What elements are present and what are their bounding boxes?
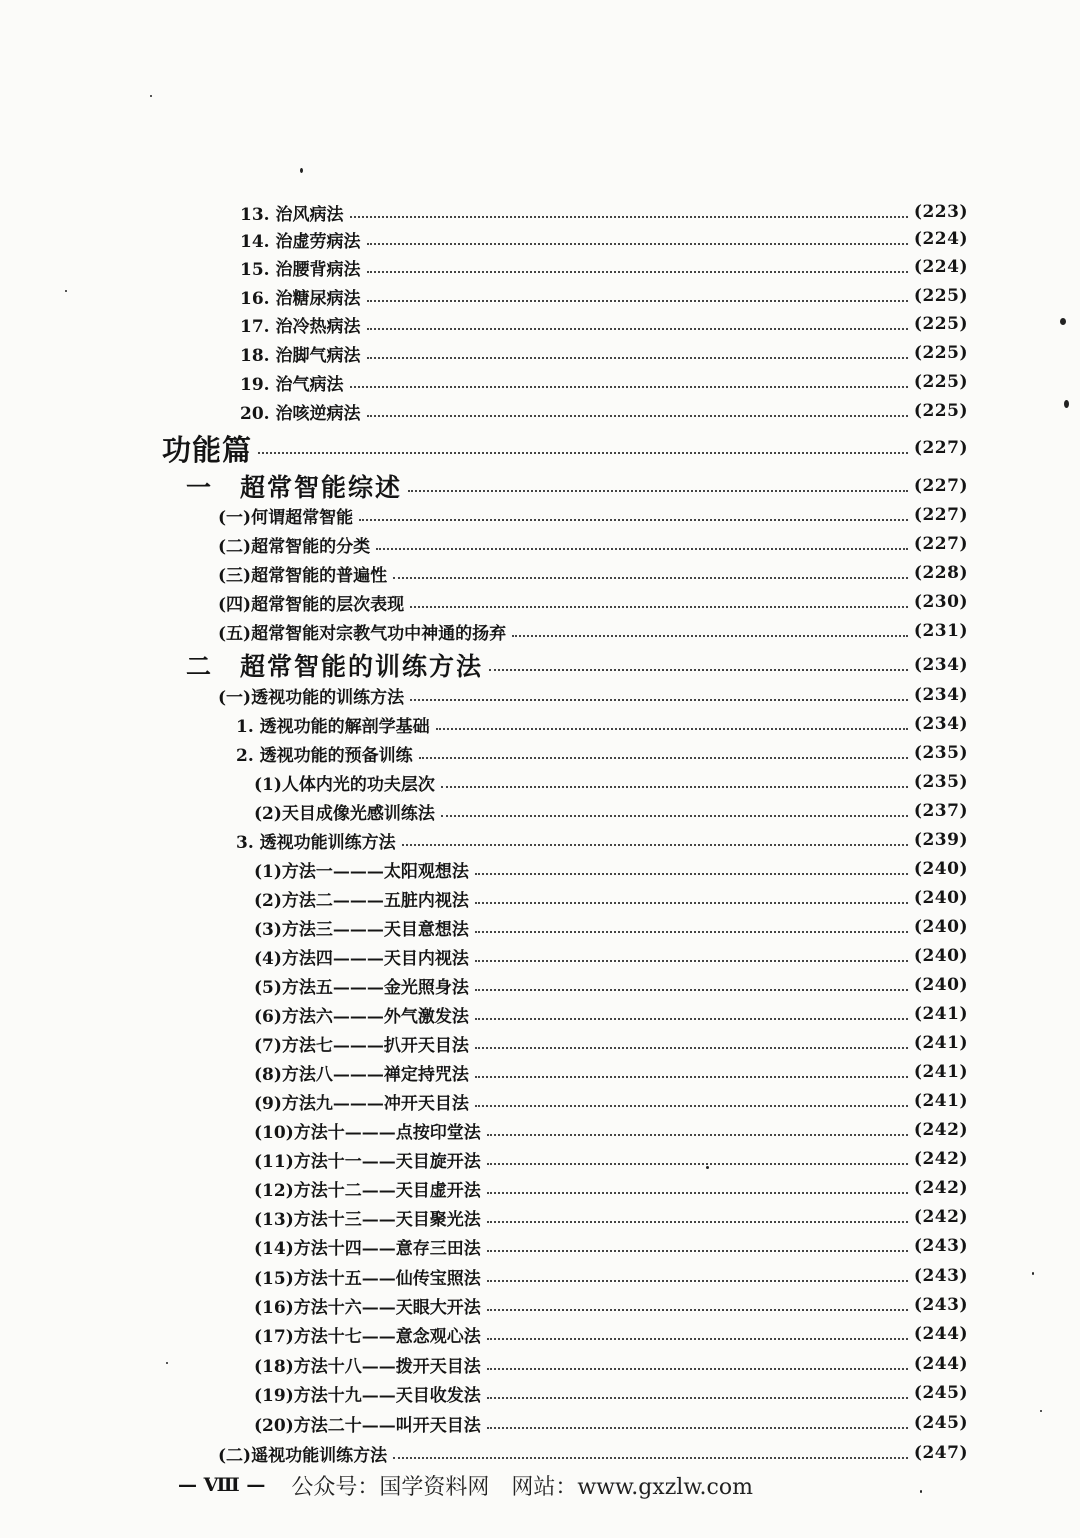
dot-leader: [367, 271, 908, 273]
toc-entry-title: [186, 468, 402, 504]
toc-entry-title: (19)方法十九——天目收发法: [254, 1385, 481, 1406]
toc-entry-title: (一)何谓超常智能: [218, 507, 354, 528]
toc-page-number: (245): [913, 1413, 968, 1433]
toc-page-number: (225): [913, 314, 968, 334]
toc-entry-title: 2. 透视功能的预备训练: [236, 745, 413, 766]
watermark-text: 公众号：国学资料网 网站：www.gxzlw.com: [291, 1474, 753, 1500]
dot-leader: [487, 1192, 908, 1194]
toc-entry: [254, 1319, 968, 1349]
toc-entry: [254, 1231, 968, 1261]
toc-entry-title: (18)方法十八——拨开天目法: [254, 1356, 481, 1377]
toc-entry: [240, 396, 968, 426]
toc-entry: [240, 252, 968, 282]
dot-leader: [487, 1368, 908, 1370]
dot-leader: [419, 757, 908, 759]
dot-leader: [475, 989, 908, 991]
toc-page-number: (234): [913, 655, 968, 675]
toc-page-number: (243): [913, 1236, 968, 1256]
chapter-title: 超常智能综述: [240, 473, 403, 502]
toc-entry: [254, 941, 968, 971]
toc-entry: [254, 970, 968, 1000]
toc-entry-title: (8)方法八———禅定持咒法: [254, 1064, 469, 1085]
toc-page-number: (230): [913, 592, 968, 612]
toc-entry: [254, 1086, 968, 1116]
toc-entry-title: (7)方法七———扒开天目法: [254, 1035, 469, 1056]
toc-entry-title: (4)方法四———天目内视法: [254, 948, 469, 969]
toc-page-number: (241): [913, 1033, 968, 1053]
toc-entry: [254, 854, 968, 884]
dot-leader: [487, 1163, 908, 1165]
dot-leader: [410, 699, 908, 701]
toc-entry-title: (20)方法二十——叫开天目法: [254, 1415, 481, 1436]
toc-entry: [218, 558, 968, 588]
toc-entry: [254, 1028, 968, 1058]
toc-entry-title: (12)方法十二——天目虚开法: [254, 1180, 481, 1201]
dot-leader: [475, 1047, 908, 1049]
toc-page-number: (225): [913, 343, 968, 363]
toc-entry-title: 20. 治咳逆病法: [240, 403, 361, 424]
toc-entry: [254, 1202, 968, 1232]
toc-page-number: (242): [913, 1207, 968, 1227]
dot-leader: [487, 1309, 908, 1311]
toc-part-heading: [162, 428, 968, 468]
toc-entry: [254, 1144, 968, 1174]
toc-entry: [254, 883, 968, 913]
toc-entry: [240, 224, 968, 254]
toc-entry-title: (15)方法十五——仙传宝照法: [254, 1268, 481, 1289]
toc-page-number: (241): [913, 1091, 968, 1111]
dot-leader: [475, 1076, 908, 1078]
toc-page-number: (231): [913, 621, 968, 641]
toc-entry: [240, 197, 968, 227]
toc-entry: [254, 1115, 968, 1145]
dot-leader: [475, 931, 908, 933]
toc-entry: [254, 912, 968, 942]
dot-leader: [487, 1427, 908, 1429]
toc-page-number: (235): [913, 743, 968, 763]
toc-page-number: (243): [913, 1266, 968, 1286]
dot-leader: [367, 328, 908, 330]
toc-entry-title: (10)方法十———点按印堂法: [254, 1122, 481, 1143]
page-footer: [178, 1468, 753, 1502]
chapter-number: 一: [186, 473, 214, 502]
toc-page-number: (244): [913, 1324, 968, 1344]
toc-page-number: (240): [913, 975, 968, 995]
toc-entry-title: 3. 透视功能训练方法: [236, 832, 396, 853]
toc-entry-title: (1)方法一———太阳观想法: [254, 861, 469, 882]
toc-page-number: (235): [913, 772, 968, 792]
toc-entry-title: (二)遥视功能训练方法: [218, 1445, 388, 1466]
page-number-marker: — Ⅷ —: [178, 1474, 266, 1496]
toc-entry: [218, 500, 968, 530]
toc-entry: [240, 367, 968, 397]
chapter-number: 二: [186, 652, 214, 681]
toc-entry-title: (5)方法五———金光照身法: [254, 977, 469, 998]
toc-page-number: (225): [913, 372, 968, 392]
dot-leader: [487, 1221, 908, 1223]
toc-entry-title: (11)方法十一——天目旋开法: [254, 1151, 481, 1172]
toc-page-number: (225): [913, 286, 968, 306]
toc-page-number: (243): [913, 1295, 968, 1315]
toc-entry: [236, 738, 968, 768]
toc-page-number: (227): [913, 534, 968, 554]
dot-leader: [410, 606, 908, 608]
toc-entry-title: 13. 治风病法: [240, 204, 344, 225]
toc-page-number: (242): [913, 1178, 968, 1198]
dot-leader: [436, 728, 908, 730]
dot-leader: [487, 1338, 908, 1340]
dot-leader: [376, 548, 908, 550]
toc-page-number: (237): [913, 801, 968, 821]
toc-page-number: (240): [913, 859, 968, 879]
toc-entry: [254, 1173, 968, 1203]
toc-chapter-heading: [186, 468, 968, 504]
toc-entry: [254, 1057, 968, 1087]
toc-entry-title: (二)超常智能的分类: [218, 536, 371, 557]
toc-page-number: (239): [913, 830, 968, 850]
toc-page-number: (227): [913, 476, 968, 496]
toc-page-number: (242): [913, 1120, 968, 1140]
dot-leader: [487, 1280, 908, 1282]
toc-page-number: (234): [913, 685, 968, 705]
chapter-title: 超常智能的训练方法: [240, 652, 484, 681]
toc-chapter-heading: [186, 647, 968, 683]
dot-leader: [408, 490, 908, 492]
toc-entry-title: (2)天目成像光感训练法: [254, 803, 435, 824]
toc-entry-title: 16. 治糖尿病法: [240, 288, 361, 309]
dot-leader: [475, 873, 908, 875]
toc-entry: [254, 796, 968, 826]
toc-page-number: (224): [913, 257, 968, 277]
dot-leader: [367, 357, 908, 359]
toc-entry: [254, 1349, 968, 1379]
toc-page-number: (223): [913, 202, 968, 222]
toc-entry: [254, 999, 968, 1029]
toc-page-number: (244): [913, 1354, 968, 1374]
toc-page-number: (234): [913, 714, 968, 734]
dot-leader: [487, 1397, 908, 1399]
dot-leader: [393, 577, 908, 579]
toc-entry-title: (2)方法二———五脏内视法: [254, 890, 469, 911]
toc-entry: [254, 1290, 968, 1320]
dot-leader: [489, 669, 908, 671]
toc-entry: [240, 338, 968, 368]
toc-page-number: (242): [913, 1149, 968, 1169]
dot-leader: [359, 519, 908, 521]
toc-entry-title: (14)方法十四——意存三田法: [254, 1238, 481, 1259]
toc-page-number: (240): [913, 917, 968, 937]
toc-page-number: (247): [913, 1443, 968, 1463]
dot-leader: [475, 902, 908, 904]
toc-page-number: (225): [913, 401, 968, 421]
toc-entry-title: 19. 治气病法: [240, 374, 344, 395]
toc-page-number: (241): [913, 1062, 968, 1082]
dot-leader: [258, 452, 908, 454]
toc-entry-title: (16)方法十六——天眼大开法: [254, 1297, 481, 1318]
dot-leader: [475, 1105, 908, 1107]
toc-entry: [240, 309, 968, 339]
toc-entry: [218, 529, 968, 559]
dot-leader: [475, 1018, 908, 1020]
toc-page-number: (240): [913, 888, 968, 908]
toc-entry-title: (3)方法三———天目意想法: [254, 919, 469, 940]
toc-entry: [236, 709, 968, 739]
toc-entry-title: (17)方法十七——意念观心法: [254, 1326, 481, 1347]
dot-leader: [402, 844, 908, 846]
toc-page-number: (240): [913, 946, 968, 966]
toc-entry-title: (6)方法六———外气激发法: [254, 1006, 469, 1027]
toc-entry-title: [186, 647, 483, 683]
toc-entry: [218, 616, 968, 646]
toc-page-number: (227): [913, 505, 968, 525]
toc-entry-title: (五)超常智能对宗教气功中神通的扬弃: [218, 623, 507, 644]
toc-entry-title: (一)透视功能的训练方法: [218, 687, 405, 708]
toc-entry-title: 15. 治腰背病法: [240, 259, 361, 280]
toc-entry-title: 18. 治脚气病法: [240, 345, 361, 366]
dot-leader: [350, 386, 908, 388]
dot-leader: [487, 1134, 908, 1136]
toc-entry-title: (13)方法十三——天目聚光法: [254, 1209, 481, 1230]
toc-page-number: (245): [913, 1383, 968, 1403]
dot-leader: [512, 635, 908, 637]
toc-entry: [254, 1408, 968, 1438]
toc-entry: [218, 1438, 968, 1468]
toc-entry-title: (9)方法九———冲开天目法: [254, 1093, 469, 1114]
toc-entry: [254, 767, 968, 797]
toc-entry: [254, 1378, 968, 1408]
toc-entry: [218, 587, 968, 617]
dot-leader: [350, 216, 908, 218]
toc-entry-title: (三)超常智能的普遍性: [218, 565, 388, 586]
dot-leader: [441, 786, 908, 788]
toc-entry-title: 1. 透视功能的解剖学基础: [236, 716, 430, 737]
toc-page-number: (241): [913, 1004, 968, 1024]
toc-entry-title: (1)人体内光的功夫层次: [254, 774, 435, 795]
toc-entry-title: 17. 治冷热病法: [240, 316, 361, 337]
toc-entry: [254, 1261, 968, 1291]
dot-leader: [367, 415, 908, 417]
dot-leader: [367, 243, 908, 245]
dot-leader: [367, 300, 908, 302]
toc-entry-title: 功能篇: [162, 432, 253, 467]
dot-leader: [475, 960, 908, 962]
toc-page-number: (224): [913, 229, 968, 249]
dot-leader: [393, 1457, 908, 1459]
toc-entry: [240, 281, 968, 311]
dot-leader: [487, 1250, 908, 1252]
toc-page-number: (228): [913, 563, 968, 583]
toc-entry-title: 14. 治虚劳病法: [240, 231, 361, 252]
toc-entry: [218, 680, 968, 710]
toc-entry: [236, 825, 968, 855]
dot-leader: [441, 815, 908, 817]
toc-page-number: (227): [913, 438, 968, 458]
toc-entry-title: (四)超常智能的层次表现: [218, 594, 405, 615]
